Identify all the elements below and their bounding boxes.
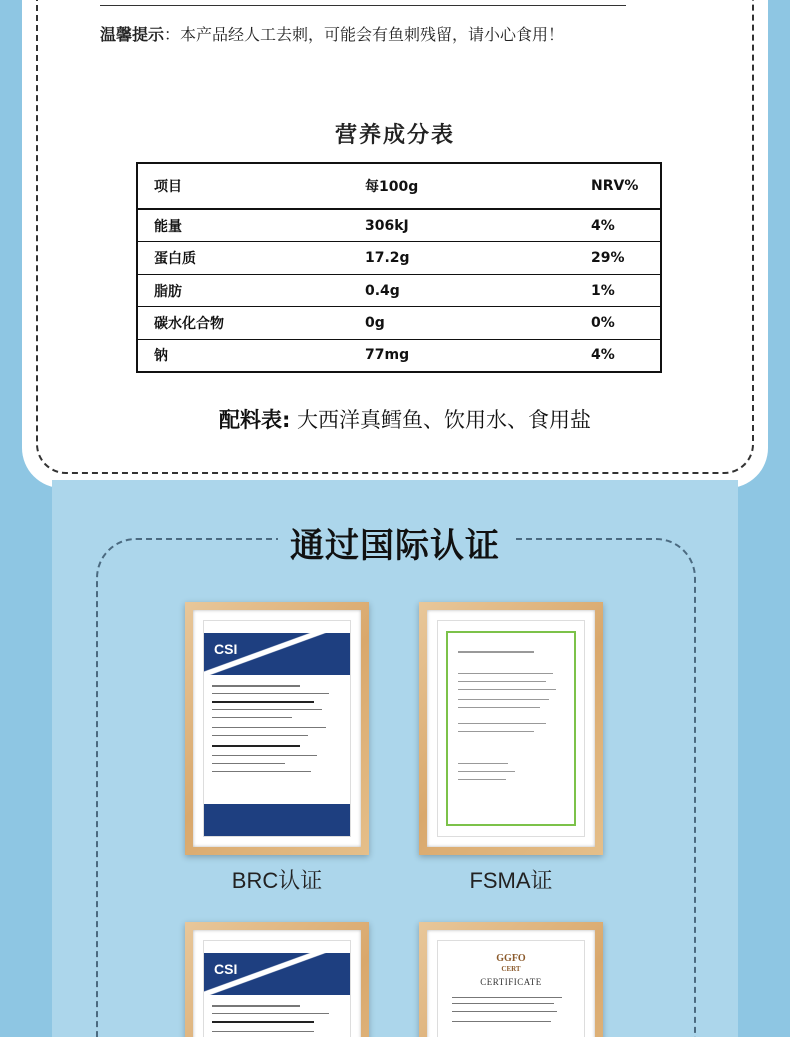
row-item: 钠: [154, 348, 168, 365]
row-value: 77mg: [365, 347, 410, 364]
csi-logo: CSI: [214, 641, 238, 657]
row-item: 蛋白质: [137, 242, 349, 275]
nutrition-title: 营养成分表: [334, 123, 455, 148]
table-row: [137, 307, 661, 340]
ingredients-label: 配料表:: [218, 408, 291, 432]
row-value: 306kJ: [349, 209, 575, 242]
table-row: [137, 274, 661, 307]
ggfo-certificate-document: [437, 940, 585, 1037]
warning-text: ：本产品经人工去刺，可能会有鱼刺残留，请小心食用！: [164, 25, 565, 44]
row-nrv: 1%: [575, 274, 661, 307]
row-item: 脂肪: [137, 274, 349, 307]
header-item: 项目: [137, 163, 349, 209]
table-header-row: [137, 163, 661, 209]
table-row: [137, 339, 661, 372]
cert-section-title: 通过国际认证: [290, 526, 500, 566]
table-row: [137, 242, 661, 275]
ggfo-certificate-frame: [419, 922, 603, 1037]
header-nrv: NRV%: [575, 163, 661, 209]
ingredients-text: 大西洋真鳕鱼、饮用水、食用盐: [290, 408, 592, 432]
row-nrv: 4%: [591, 347, 615, 364]
warning-label: 温馨提示: [100, 25, 165, 44]
brc-certificate-document: [203, 620, 351, 837]
brc-label: BRC认证: [231, 868, 323, 893]
row-value: 17.2g: [349, 242, 575, 275]
certificate-heading: CERTIFICATE: [480, 977, 542, 987]
row-nrv: 29%: [575, 242, 661, 275]
row-value: 0g: [349, 307, 575, 340]
table-row: [137, 209, 661, 242]
fsma-certificate-document: [437, 620, 585, 837]
brc-certificate-frame: [185, 602, 369, 855]
ingredients-line: [0, 404, 790, 434]
header-per100g: 每100g: [349, 163, 575, 209]
row-nrv: 0%: [575, 307, 661, 340]
csi-certificate-frame: [185, 922, 369, 1037]
ggfo-logo: GGFO: [496, 953, 526, 964]
row-nrv: 4%: [575, 209, 661, 242]
row-item: 碳水化合物: [137, 307, 349, 340]
fsma-certificate-frame: [419, 602, 603, 855]
nutrition-table: [136, 162, 662, 373]
csi-certificate-document: [203, 940, 351, 1037]
row-value: 0.4g: [349, 274, 575, 307]
row-item: 能量: [137, 209, 349, 242]
divider-line: [100, 5, 626, 6]
warning-notice: [100, 22, 564, 45]
fsma-label: FSMA证: [469, 868, 553, 893]
ggfo-logo-sub: CERT: [501, 965, 521, 973]
csi-logo: CSI: [214, 961, 238, 977]
